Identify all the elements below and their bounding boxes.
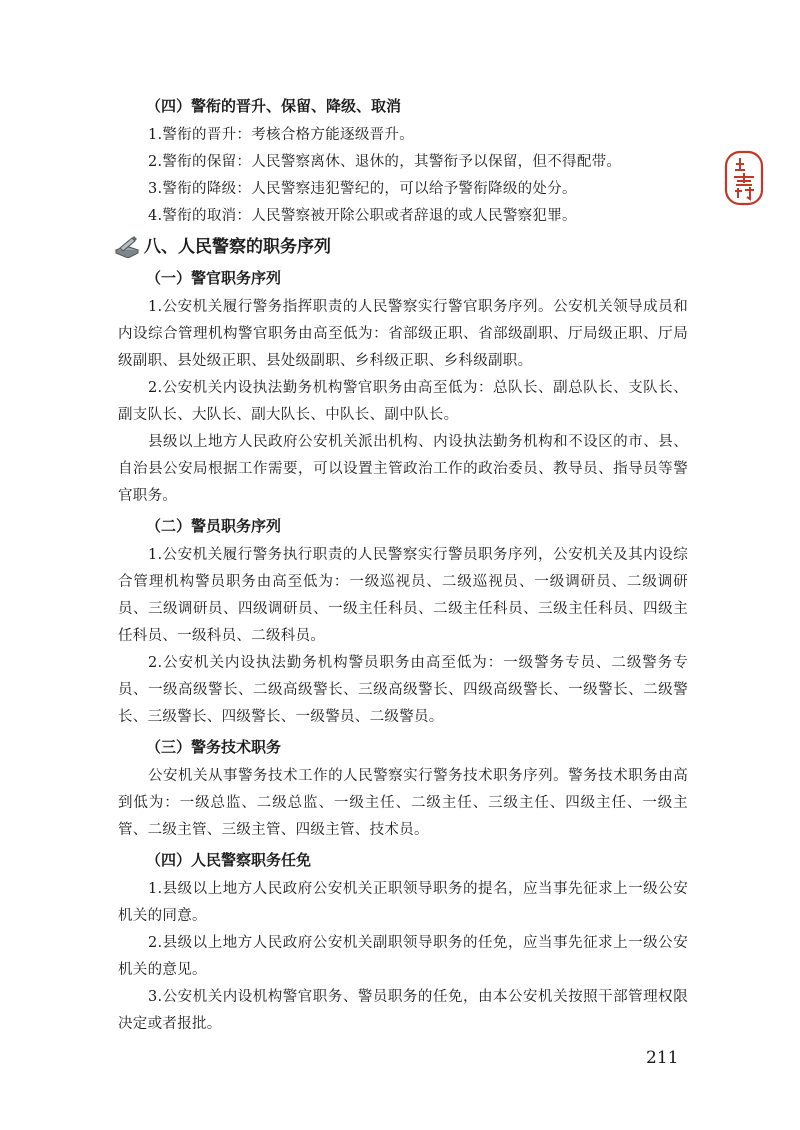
book-pencil-icon	[114, 236, 140, 258]
paragraph: 县级以上地方人民政府公安机关派出机构、内设执法勤务机构和不设区的市、县、自治县公安局根据工作需要，可以设置主管政治工作的政治委员、教导员、指导员等警官职务。	[118, 434, 688, 504]
paragraph: 2.警衔的保留：人民警察离休、退休的，其警衔予以保留，但不得配带。	[148, 154, 622, 170]
paragraph: 1.警衔的晋升：考核合格方能逐级晋升。	[148, 127, 415, 143]
subheading-officer-sequence: （一）警官职务序列	[146, 269, 282, 287]
chapter-title: 八、人民警察的职务序列	[144, 237, 331, 257]
red-seal-icon	[724, 150, 764, 206]
subheading-technical-positions: （三）警务技术职务	[146, 738, 282, 756]
paragraph: 4.警衔的取消：人民警察被开除公职或者辞退的或人民警察犯罪。	[148, 208, 577, 224]
paragraph: 3.公安机关内设机构警官职务、警员职务的任免，由本公安机关按照干部管理权限决定或者报批。	[118, 989, 688, 1032]
page-content	[118, 96, 688, 1038]
subheading-appointment: （四）人民警察职务任免	[146, 851, 312, 869]
subheading-staff-sequence: （二）警员职务序列	[146, 517, 282, 535]
section-heading-chapter-8	[114, 232, 688, 262]
paragraph: 1.公安机关履行警务指挥职责的人民警察实行警官职务序列。公安机关领导成员和内设综合管理机构警官职务由高至低为：省部级正职、省部级副职、厅局级正职、厅局级副职、县处级正职、县处级副职、乡科级正职、乡科级副职。	[118, 299, 688, 369]
paragraph: 1.公安机关履行警务执行职责的人民警察实行警员职务序列，公安机关及其内设综合管理机构警员职务由高至低为：一级巡视员、二级巡视员、一级调研员、二级调研员、三级调研员、四级调研员、一级主任科员、二级主任科员、三级主任科员、四级主任科员、一级科员、二级科员。	[118, 547, 688, 644]
paragraph: 2.县级以上地方人民政府公安机关副职领导职务的任免，应当事先征求上一级公安机关的意见。	[118, 935, 688, 978]
page-number: 211	[646, 1048, 679, 1068]
paragraph: 公安机关从事警务技术工作的人民警察实行警务技术职务序列。警务技术职务由高到低为：一级总监、二级总监、一级主任、二级主任、三级主任、四级主任、一级主管、二级主管、三级主管、四级主管、技术员。	[118, 768, 688, 838]
paragraph: 2.公安机关内设执法勤务机构警员职务由高至低为：一级警务专员、二级警务专员、一级高级警长、二级高级警长、三级高级警长、四级高级警长、一级警长、二级警长、三级警长、四级警长、一级警员、二级警员。	[118, 655, 688, 725]
paragraph: 2.公安机关内设执法勤务机构警官职务由高至低为：总队长、副总队长、支队长、副支队长、大队长、副大队长、中队长、副中队长。	[118, 380, 688, 423]
subheading-police-rank: （四）警衔的晋升、保留、降级、取消	[146, 97, 402, 115]
paragraph: 3.警衔的降级：人民警察违犯警纪的，可以给予警衔降级的处分。	[148, 181, 577, 197]
paragraph: 1.县级以上地方人民政府公安机关正职领导职务的提名，应当事先征求上一级公安机关的同意。	[118, 881, 688, 924]
